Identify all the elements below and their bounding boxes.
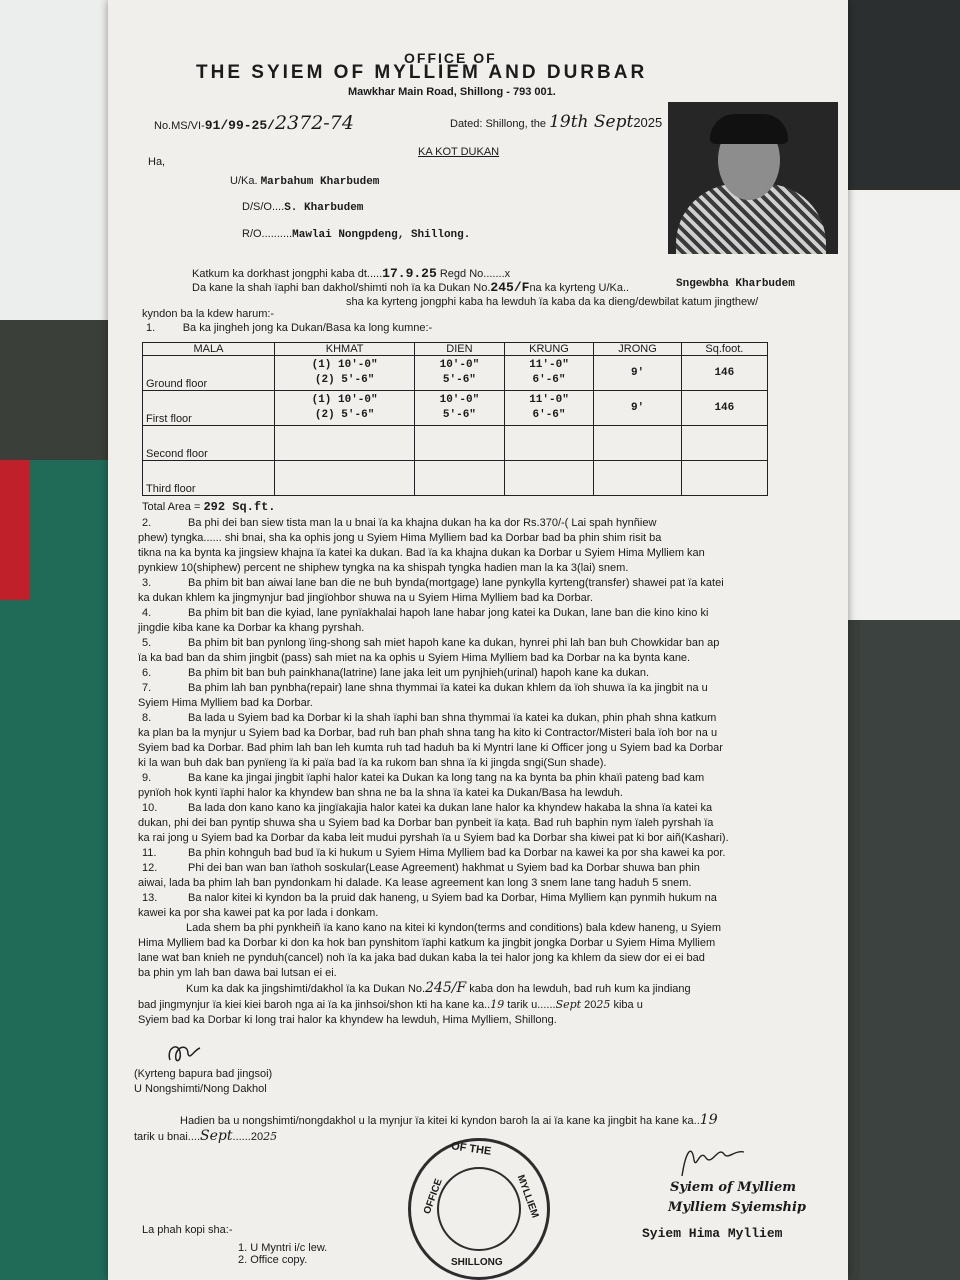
term-2: 2. Ba phi dei ban siew tista man la u bnai ïa ka khajna dukan ha ka dor Rs.370/-( Lai spah hynñiew — [142, 517, 657, 529]
application-line4: kyndon ba la kdew harum:- — [142, 308, 275, 320]
form-title: KA KOT DUKAN — [418, 146, 500, 158]
cell-sqft: 146 — [681, 391, 767, 426]
term-11: 11. Ba phin kohnguh bad bud ïa ki hukum u Syiem Hima Mylliem bad ka Dorbar na kawei ka por sha kawei ka por. — [142, 847, 726, 859]
closing-paragraph: Lada shem ba phi pynkheiñ ïa kano kano na kitei ki kyndon(terms and conditions) bala kdew haneng, u Syiem — [186, 922, 722, 934]
measurements-table — [142, 342, 768, 496]
term-6: 6. Ba phim bit ban buh painkhana(latrine) lane jaka leit um pynjhieh(urinal) hapoh kane ka dukan. — [142, 667, 650, 679]
col-sqfoot: Sq.foot. — [681, 343, 767, 356]
table-row — [143, 391, 768, 426]
col-mala: MALA — [143, 343, 275, 356]
background-desk — [860, 620, 960, 1280]
cell-mala: Third floor — [143, 461, 275, 496]
authority-signature — [672, 1140, 752, 1180]
cell-dien: 10'-0" 5'-6" — [415, 356, 504, 391]
salutation: Ha, — [148, 156, 166, 168]
reference-number: No.MS/VI-91/99-25/2372-74 — [154, 112, 354, 134]
term-12: 12. Phi dei ban wan ban ïathoh soskular(Lease Agreement) hakhmat u Syiem bad ka Dorbar shuwa ban phin — [142, 862, 700, 874]
cell-khmat: (1) 10'-0" (2) 5'-6" — [275, 391, 415, 426]
col-khmat: KHMAT — [275, 343, 415, 356]
copy-item-2: 2. Office copy. — [238, 1254, 308, 1266]
term-10: 10. Ba lada don kano kano ka jingïakajia halor katei ka dukan lane halor ka khyndew hakaba la shna ïa katei ka — [142, 802, 713, 814]
document-title: THE SYIEM OF MYLLIEM AND DURBAR — [196, 62, 648, 83]
authority-line1: Syiem of Mylliem — [670, 1180, 797, 1195]
table-header-row — [143, 343, 768, 356]
application-date-line: Katkum ka dorkhast jongphi kaba dt.....17.9.25 Regd No.......x — [192, 266, 511, 281]
col-dien: DIEN — [415, 343, 504, 356]
attestation-line: Kum ka dak ka jingshimti/dakhol ïa ka Dukan No.245/F kaba don ha lewduh, bad ruh kum ka jindiang — [186, 980, 691, 996]
cell-jrong: 9' — [594, 391, 681, 426]
witness-line: Hadien ba u nongshimti/nongdakhol u la mynjur ïa kitei ki kyndon baroh la ai ïa kane ka jingbit ha kane ka..19 — [180, 1112, 718, 1128]
item-1: 1. Ba ka jingheh jong ka Dukan/Basa ka long kumne:- — [146, 322, 433, 334]
applicant-signature — [164, 1040, 204, 1068]
date-line: Dated: Shillong, the 19th Sept2025 — [450, 112, 663, 132]
applicant-name-line: U/Ka. Marbahum Kharbudem — [230, 175, 380, 188]
terms-list: 2. Ba phi dei ban siew tista man la u bnai ïa ka khajna dukan ha ka dor Rs.370/-( Lai spah hynñiew phew) tyngka...... shi bnai, sha ka ophis jong u Syiem Hima Mylliem bad ka Dorbar bad ba phin shim risit ba tikna na ka bynta ka jingsiew khajna ïa katei ka dukan. Bad ïa ka khajna dukan ka Dorbar u Syiem Hima Mylliem kan pynkiew 10(shiphew) percent ne shiphew tyngka na ka shispah tyngka hadien man la ka 3(lai) snem. 3. Ba phim bit ban aiwai lane ban die ne buh bynda(mortgage) lane pynkylla kyrteng(transfer) shawei pat ïa katei ka dukan khlem ka jingmynjur bad jingïohbor shuwa na u Syiem Hima Mylliem bad ka Dorbar. 4. Ba phim bit ban die kyiad, lane pynïakhalai hapoh lane habar jong katei ka Dukan, lane ban die kino kino ki jingdie kiba kane ka Dorbar ka khang pyrshah. 5. Ba phim bit ban pynlong ïing-shong sah miet hapoh kane ka dukan, hynrei phi lah ban buh Chowkidar ban ap ïa ka bad ban da shim jingbit (pass) sah miet na ka ophis u Syiem Hima Mylliem bad ka Dorbar na ka bynta kane. 6. Ba phim bit ban buh painkhana(latrine) lane jaka leit um pynjhieh(urinal) hapoh kane ka dukan. 7. Ba phim lah ban pynbha(repair) lane shna thymmai ïa katei ka dukan khlem da ïoh shuwa ïa ka jingbit na u Syiem Hima Mylliem bad ka Dorbar. 8. Ba lada u Syiem bad ka Dorbar ki la shah ïaphi ban shna thymmai ïa katei ka dukan, phin phah shna katkum ka plan ba la mynjur u Syiem bad ka Dorbar, bad ruh ban phah shna tang ha kito ki Contractor/Misteri bala ïoh bor na u Syiem bad ka Dorbar. Bad phim lah ban leh kumta ruh tad haduh ba ki Myntri lane ki Officer jong u Syiem bad ka Dorbar ki la wan buh dak ban pynïeng ïa ki païa bad ïa ka rukom ban shna ïa ki jingda sngi(Sun shade). 9. Ba kane ka jingai jingbit ïaphi halor katei ka Dukan ka long tang na ka bynta ba phin khaïi pateng bad kam pynïoh hok kynti ïaphi halor ka khyndew ban shna ne ba la shna ïa katei ka Dukan/Basa ha lewduh. 10. Ba lada don kano kano ka jingïakajia halor katei ka dukan lane halor ka khyndew hakaba la shna ïa katei ka dukan, phi dei ban pyntip shuwa sha u Syiem bad ka Dorbar ban pynbeit ïa kaṭa. Bad ruh baphin nym ïaleh pyrshah ïa ka rai jong u Syiem bad ka Dorbar da kaba leit mudui pyrshah ïa u Syiem bad ka Dorbar sha kiwei pat ki bor aiñ(Kashari). 11. Ba phin kohnguh bad bud ïa ki hukum u Syiem Hima Mylliem bad ka Dorbar na kawei ka por sha kawei ka por. 12. Phi dei ban wan ban ïathoh soskular(Lease Agreement) hakhmat u Syiem bad ka Dorbar shuwa ban phin aiwai, lada ba phim lah ban pyndonkam hi dalade. Ka lease agreement kan long 3 snem lane tang haduh 5 snem. 13. Ba nalor kitei ki kyndon ba la pruid dak haneng, u Syiem bad ka Dorbar, Hima Mylliem kạn pynmih hukum na kawei ka por sha kawei pat ka por lada i donkam. Lada shem ba phi pynkheiñ ïa kano kano na kitei ki kyndon(terms and conditions) bala kdew haneng, u Syiem Hima Mylliem bad ka Dorbar ki don ka hok ban pynshitom ïaphi katkum ka jingbit jongka Dorbar u Syiem Hima Mylliem lane wat ban knieh ne pynduh(cancel) noh ïa ka jaka bad dukan kaba la tei halor jong ka khlem da siew dor ei ei bad ba phin ym lah ban dawa bai lutsan ei ei. Kum ka dak ka jingshimti/dakhol ïa ka Dukan No.245/F kaba don ha lewduh, bad ruh kum ka jindiang bad jingmynjur ïa kiei kiei baroh nga ai ïa ka jinhsoi/shon kti ha kane ka..19 tarik u......Sept 2025 kiba u Syiem bad ka Dorbar ki long trai halor ka khyndew ha lewduh, Hima Mylliem, Shillong. — [138, 516, 783, 1028]
term-5: 5. Ba phim bit ban pynlong ïing-shong sah miet hapoh kane ka dukan, hynrei phi lah ban buh Chowkidar ban ap — [142, 637, 720, 649]
office-seal: OF THE OFFICE MYLLIEM SHILLONG — [408, 1138, 550, 1280]
authority-line2: Mylliem Syiemship — [668, 1200, 807, 1215]
applicant-parent-line: D/S/O....S. Kharbudem — [242, 201, 364, 214]
term-4: 4. Ba phim bit ban die kyiad, lane pynïakhalai hapoh lane habar jong katei ka Dukan, lane ban die kino kino ki — [142, 607, 709, 619]
cell-krung: 11'-0" 6'-6" — [504, 391, 594, 426]
background-red-file — [0, 460, 30, 600]
signatory-role: U Nongshimti/Nong Dakhol — [134, 1083, 267, 1095]
witness-date: tarik u bnai....Sept......2025 — [134, 1128, 278, 1144]
office-label: OFFICE OF — [404, 50, 497, 66]
copy-label: La phah kopi sha:- — [142, 1224, 233, 1236]
total-area: Total Area = 292 Sq.ft. — [142, 500, 276, 514]
cell-dien: 10'-0" 5'-6" — [415, 391, 504, 426]
table-row — [143, 356, 768, 391]
table-row — [143, 426, 768, 461]
term-9: 9. Ba kane ka jingai jingbit ïaphi halor katei ka Dukan ka long tang na ka bynta ba phin khaïi pateng bad kam — [142, 772, 705, 784]
cell-sqft: 146 — [681, 356, 767, 391]
applicant-residence-line: R/O..........Mawlai Nongpdeng, Shillong. — [242, 228, 471, 241]
cell-khmat: (1) 10'-0" (2) 5'-6" — [275, 356, 415, 391]
term-8: 8. Ba lada u Syiem bad ka Dorbar ki la shah ïaphi ban shna thymmai ïa katei ka dukan, phin phah shna katkum — [142, 712, 717, 724]
owner-name: Sngewbha Kharbudem — [676, 278, 795, 290]
authority-line3: Syiem Hima Mylliem — [642, 1226, 783, 1241]
signatory-label: (Kyrteng bapura bad jingsoi) — [134, 1068, 273, 1080]
cell-krung: 11'-0" 6'-6" — [504, 356, 594, 391]
col-krung: KRUNG — [504, 343, 594, 356]
term-3: 3. Ba phim bit ban aiwai lane ban die ne buh bynda(mortgage) lane pynkylla kyrteng(transfer) shawei pat ïa katei — [142, 577, 724, 589]
term-7: 7. Ba phim lah ban pynbha(repair) lane shna thymmai ïa katei ka dukan khlem da ïoh shuwa ïa ka jingbit na u — [142, 682, 708, 694]
application-line3: sha ka kyrteng jongphi kaba ha lewduh ïa kaba da ka dieng/dewbilat katum jingthew/ — [346, 296, 759, 308]
office-address: Mawkhar Main Road, Shillong - 793 001. — [348, 86, 556, 98]
table-row — [143, 461, 768, 496]
cell-jrong: 9' — [594, 356, 681, 391]
cell-mala: Ground floor — [143, 356, 275, 391]
copy-item-1: 1. U Myntri i/c lew. — [238, 1242, 328, 1254]
cell-mala: First floor — [143, 391, 275, 426]
dukan-line: Da kane la shah ïaphi ban dakhol/shimti noh ïa ka Dukan No.245/Fna ka kyrteng U/Ka.. — [192, 280, 630, 295]
col-jrong: JRONG — [594, 343, 681, 356]
applicant-photo — [668, 102, 838, 254]
term-13: 13. Ba nalor kitei ki kyndon ba la pruid dak haneng, u Syiem bad ka Dorbar, Hima Mylliem kạn pynmih hukum na — [142, 892, 717, 904]
cell-mala: Second floor — [143, 426, 275, 461]
